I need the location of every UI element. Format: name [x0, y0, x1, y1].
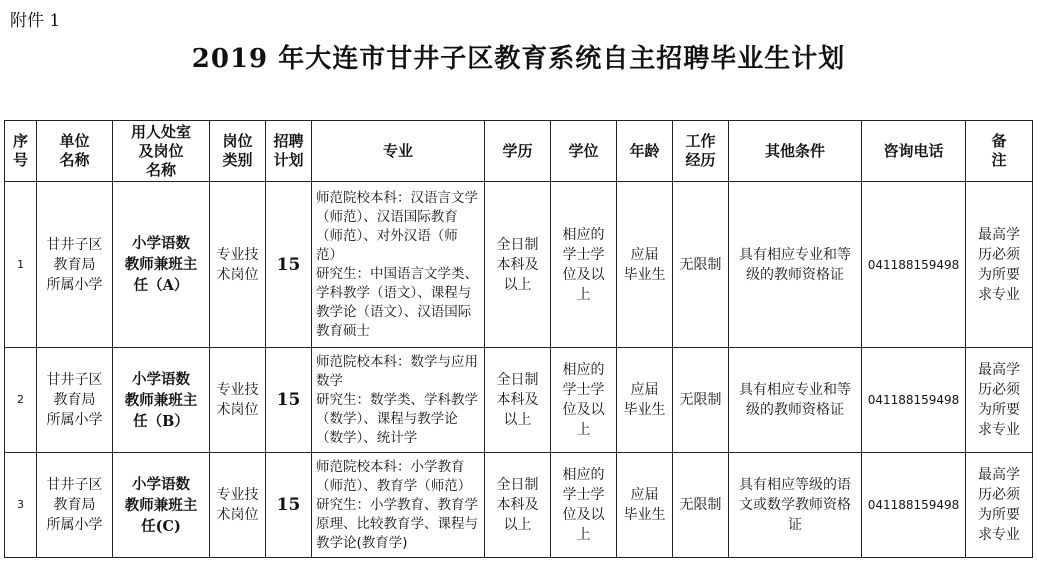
header-major: 专业: [312, 121, 485, 182]
cell-other: 具有相应等级的语 文或数学教师资格 证: [729, 453, 862, 558]
cell-age: 应届 毕业生: [617, 453, 673, 558]
cell-unit: 甘井子区 教育局 所属小学: [37, 182, 113, 348]
cell-other: 具有相应专业和等 级的教师资格证: [729, 182, 862, 348]
cell-age: 应届 毕业生: [617, 182, 673, 348]
header-degree: 学位: [551, 121, 617, 182]
header-row: [5, 121, 1033, 182]
cell-plan: 15: [266, 453, 312, 558]
cell-remark: 最高学 历必须 为所要 求专业: [966, 453, 1033, 558]
header-phone: 咨询电话: [862, 121, 966, 182]
cell-category: 专业技 术岗位: [210, 453, 266, 558]
header-remark: 备 注: [966, 121, 1033, 182]
header-other: 其他条件: [729, 121, 862, 182]
cell-experience: 无限制: [673, 182, 729, 348]
cell-seq: 3: [5, 453, 37, 558]
table-row: [5, 348, 1033, 453]
cell-remark: 最高学 历必须 为所要 求专业: [966, 348, 1033, 453]
header-category: 岗位 类别: [210, 121, 266, 182]
cell-category: 专业技 术岗位: [210, 348, 266, 453]
cell-post: 小学语数 教师兼班主 任(C): [113, 453, 210, 558]
cell-degree: 相应的 学士学 位及以 上: [551, 348, 617, 453]
cell-post: 小学语数 教师兼班主 任（A）: [113, 182, 210, 348]
cell-post: 小学语数 教师兼班主 任（B）: [113, 348, 210, 453]
header-education: 学历: [485, 121, 551, 182]
cell-phone: 041188159498: [862, 348, 966, 453]
cell-degree: 相应的 学士学 位及以 上: [551, 182, 617, 348]
cell-major: 师范院校本科：汉语言文学（师范）、汉语国际教育（师范）、对外汉语（师范） 研究生：中国语言文学类、学科教学（语文）、课程与教学论（语文）、汉语国际教育硕士: [312, 182, 485, 348]
cell-other: 具有相应专业和等 级的教师资格证: [729, 348, 862, 453]
cell-education: 全日制 本科及 以上: [485, 348, 551, 453]
cell-age: 应届 毕业生: [617, 348, 673, 453]
cell-education: 全日制 本科及 以上: [485, 453, 551, 558]
header-post: 用人处室 及岗位 名称: [113, 121, 210, 182]
cell-seq: 2: [5, 348, 37, 453]
cell-plan: 15: [266, 348, 312, 453]
header-age: 年龄: [617, 121, 673, 182]
cell-unit: 甘井子区 教育局 所属小学: [37, 348, 113, 453]
cell-seq: 1: [5, 182, 37, 348]
header-unit: 单位 名称: [37, 121, 113, 182]
header-plan: 招聘 计划: [266, 121, 312, 182]
cell-experience: 无限制: [673, 348, 729, 453]
cell-phone: 041188159498: [862, 453, 966, 558]
cell-unit: 甘井子区 教育局 所属小学: [37, 453, 113, 558]
table-row: [5, 182, 1033, 348]
header-seq: 序 号: [5, 121, 37, 182]
attachment-label: 附件 1: [10, 11, 61, 31]
cell-phone: 041188159498: [862, 182, 966, 348]
recruitment-table: [4, 120, 1033, 558]
cell-category: 专业技 术岗位: [210, 182, 266, 348]
table-row: [5, 453, 1033, 558]
cell-experience: 无限制: [673, 453, 729, 558]
cell-major: 师范院校本科：小学教育（师范）、教育学（师范） 研究生：小学教育、教育学原理、比较教育学、课程与教学论(教育学): [312, 453, 485, 558]
cell-remark: 最高学 历必须 为所要 求专业: [966, 182, 1033, 348]
cell-degree: 相应的 学士学 位及以 上: [551, 453, 617, 558]
header-experience: 工作 经历: [673, 121, 729, 182]
page-title: 2019 年大连市甘井子区教育系统自主招聘毕业生计划: [191, 44, 846, 74]
cell-major: 师范院校本科：数学与应用数学 研究生：数学类、学科教学（数学）、课程与教学论（数学）、统计学: [312, 348, 485, 453]
cell-plan: 15: [266, 182, 312, 348]
cell-education: 全日制 本科及 以上: [485, 182, 551, 348]
